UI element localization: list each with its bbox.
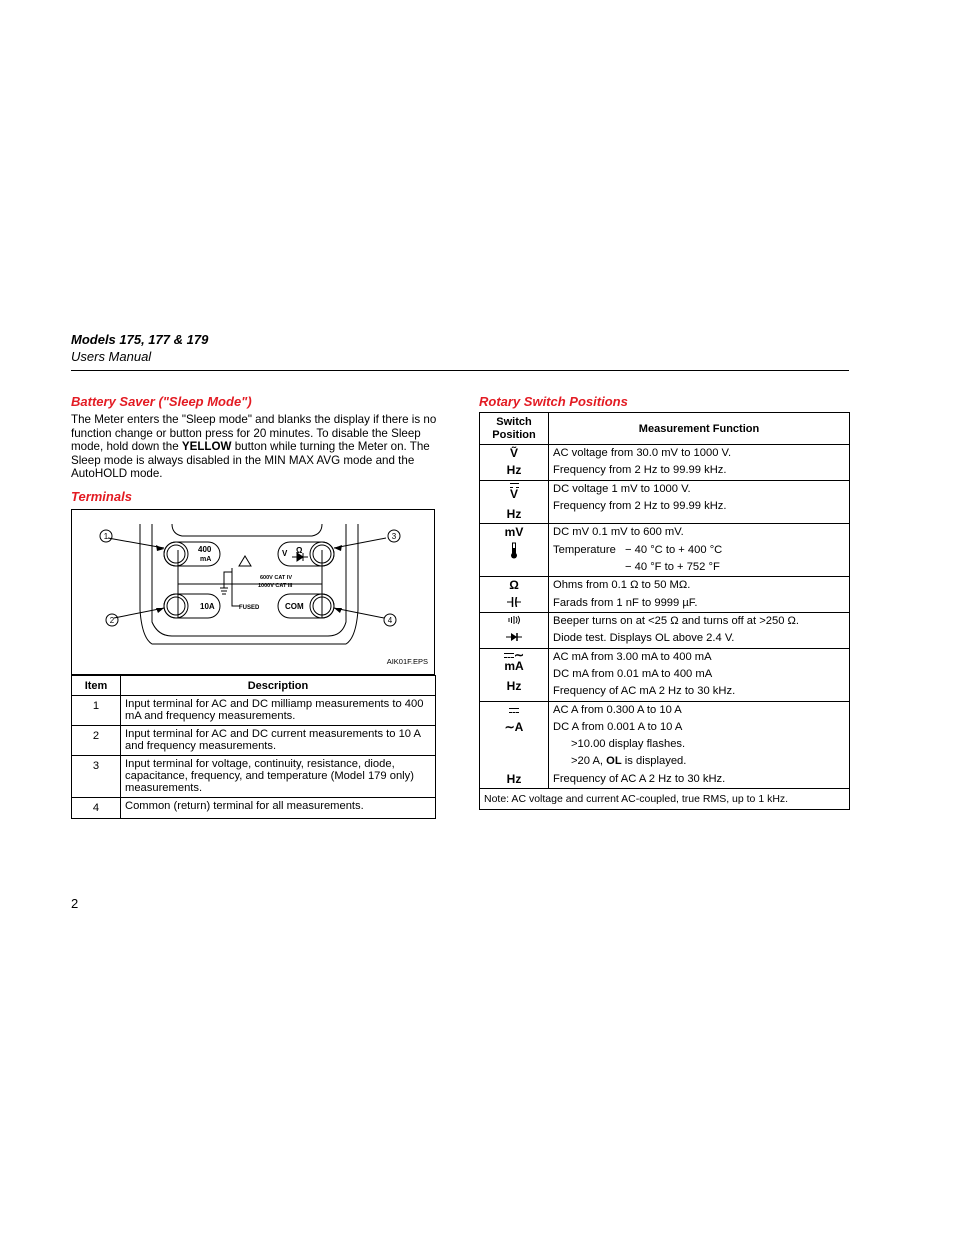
callout-4: 4 (387, 616, 393, 625)
item-number: 3 (72, 756, 121, 798)
ac-dc-symbol-icon (504, 653, 514, 658)
col-item: Item (72, 676, 121, 696)
meter-terminals-illustration (72, 510, 434, 674)
table-row (480, 577, 850, 613)
table-row (480, 648, 850, 701)
table-row (480, 524, 850, 577)
rotary-switch-heading: Rotary Switch Positions (479, 394, 628, 409)
terminals-diagram (71, 509, 435, 675)
item-description: Common (return) terminal for all measurements. (121, 798, 436, 819)
switch-amps: ∼A Hz (480, 701, 549, 788)
thermometer-icon (510, 542, 518, 559)
item-number: 1 (72, 696, 121, 726)
diode-icon (506, 632, 522, 642)
table-row (480, 480, 850, 524)
switch-ohms-capacitance: Ω (480, 577, 549, 613)
col-measurement-function: Measurement Function (549, 413, 850, 445)
jack-ohm-label: Ω (296, 546, 303, 555)
jack-ma-label: mA (200, 556, 212, 563)
table-row (72, 798, 436, 819)
header-title: Models 175, 177 & 179 (71, 332, 209, 347)
switch-continuity-diode (480, 612, 549, 648)
item-description: Input terminal for voltage, continuity, resistance, diode, capacitance, frequency, and temperature (Model 179 only) measurements. (121, 756, 436, 798)
fused-label: FUSED (239, 605, 260, 611)
switch-millivolts: mV (480, 524, 549, 577)
battery-saver-text: The Meter enters the "Sleep mode" and blanks the display if there is no function change or button press for 20 minutes. To disable the Sleep mode, hold down the YELLOW button while turning the Meter on. The Sleep mode is always disabled in the MIN MAX AVG mode and the AutoHOLD mode. (71, 413, 437, 480)
switch-dc-volts: V Hz (480, 480, 549, 524)
function-cell: DC mV 0.1 mV to 600 mV. Temperature − 40 °C to + 400 °C − 40 °F to + 752 °F (549, 524, 850, 577)
switch-milliamps: ∼ mA Hz (480, 648, 549, 701)
col-description: Description (121, 676, 436, 696)
table-row (480, 445, 850, 481)
table-note: Note: AC voltage and current AC-coupled, true RMS, up to 1 kHz. (480, 789, 850, 810)
callout-2: 2 (109, 616, 115, 625)
terminals-heading: Terminals (71, 489, 132, 504)
battery-saver-heading: Battery Saver ("Sleep Mode") (71, 394, 252, 409)
function-cell: AC mA from 3.00 mA to 400 mA DC mA from 0.01 mA to 400 mA Frequency of AC mA 2 Hz to 30 kHz. (549, 648, 850, 701)
col-switch-position: Switch Position (480, 413, 549, 445)
item-description: Input terminal for AC and DC current measurements to 10 A and frequency measurements. (121, 726, 436, 756)
function-cell: Ohms from 0.1 Ω to 50 MΩ. Farads from 1 nF to 9999 µF. (549, 577, 850, 613)
header-subtitle: Users Manual (71, 349, 152, 364)
capacitor-icon (507, 597, 521, 607)
table-row (72, 756, 436, 798)
rotary-switch-table (479, 412, 850, 810)
figure-label: AIK01F.EPS (386, 657, 428, 666)
callout-1: 1 (103, 532, 109, 541)
callout-3: 3 (391, 532, 397, 541)
jack-400-label: 400 (198, 545, 212, 554)
function-cell: AC A from 0.300 A to 10 A DC A from 0.001 A to 10 A >10.00 display flashes. >20 A, OL is displayed. Frequency of AC A 2 Hz to 30 kHz. (549, 701, 850, 788)
jack-v-label: V (282, 549, 288, 558)
jack-10a-label: 10A (200, 602, 215, 611)
function-cell: AC voltage from 30.0 mV to 1000 V. Frequency from 2 Hz to 99.99 kHz. (549, 445, 850, 481)
dc-symbol-icon (509, 708, 519, 713)
item-number: 4 (72, 798, 121, 819)
header-rule (71, 370, 849, 371)
item-description: Input terminal for AC and DC milliamp measurements to 400 mA and frequency measurements. (121, 696, 436, 726)
page-number: 2 (71, 896, 79, 911)
function-cell: DC voltage 1 mV to 1000 V. Frequency from 2 Hz to 99.99 kHz. (549, 480, 850, 524)
function-cell: Beeper turns on at <25 Ω and turns off at >250 Ω. Diode test. Displays OL above 2.4 V. (549, 612, 850, 648)
table-row (72, 726, 436, 756)
cat-600-label: 600V CAT IV (260, 575, 292, 581)
table-row (480, 612, 850, 648)
table-row (480, 701, 850, 788)
terminals-table (71, 675, 436, 819)
beeper-icon (507, 615, 521, 625)
table-row (72, 696, 436, 726)
jack-com-label: COM (285, 602, 304, 611)
item-number: 2 (72, 726, 121, 756)
cat-1000-label: 1000V CAT III (258, 583, 293, 589)
table-row (480, 789, 850, 810)
switch-ac-volts: Ṽ Hz (480, 445, 549, 481)
